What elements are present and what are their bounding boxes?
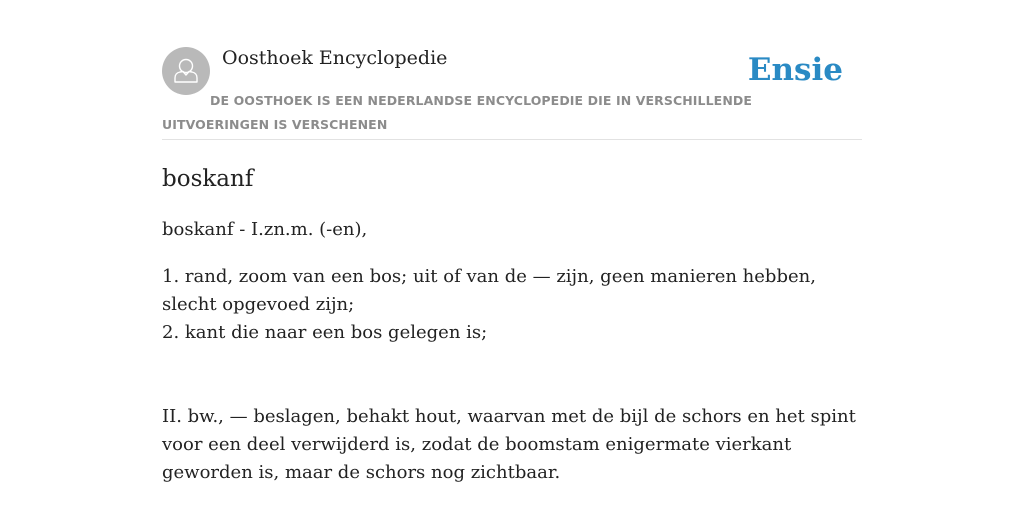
entry-title: boskanf bbox=[162, 166, 254, 192]
page-container bbox=[162, 0, 862, 512]
site-header bbox=[162, 0, 862, 140]
definition-headword-line: boskanf - I.zn.m. (-en), bbox=[162, 219, 368, 240]
person-outline-icon bbox=[162, 47, 210, 95]
definition-sense-ii: II. bw., — beslagen, behakt hout, waarvan met de bijl de schors en het spint voor een deel verwijderd is, zodat de boomstam enigermate vierkant geworden is, maar de schors nog zichtbaar. bbox=[162, 406, 856, 483]
user-avatar-icon[interactable] bbox=[162, 47, 210, 95]
site-tagline: DE OOSTHOEK IS EEN NEDERLANDSE ENCYCLOPEDIE DIE IN VERSCHILLENDE UITVOERINGEN IS VERSCHENEN bbox=[162, 93, 752, 132]
ensie-logo[interactable]: Ensie bbox=[747, 52, 843, 88]
site-title[interactable]: Oosthoek Encyclopedie bbox=[222, 47, 448, 69]
definition-sense-2: 2. kant die naar een bos gelegen is; bbox=[162, 322, 488, 343]
definition-sense-1: 1. rand, zoom van een bos; uit of van de — zijn, geen manieren hebben, slecht opgevoed zijn; bbox=[162, 266, 816, 315]
